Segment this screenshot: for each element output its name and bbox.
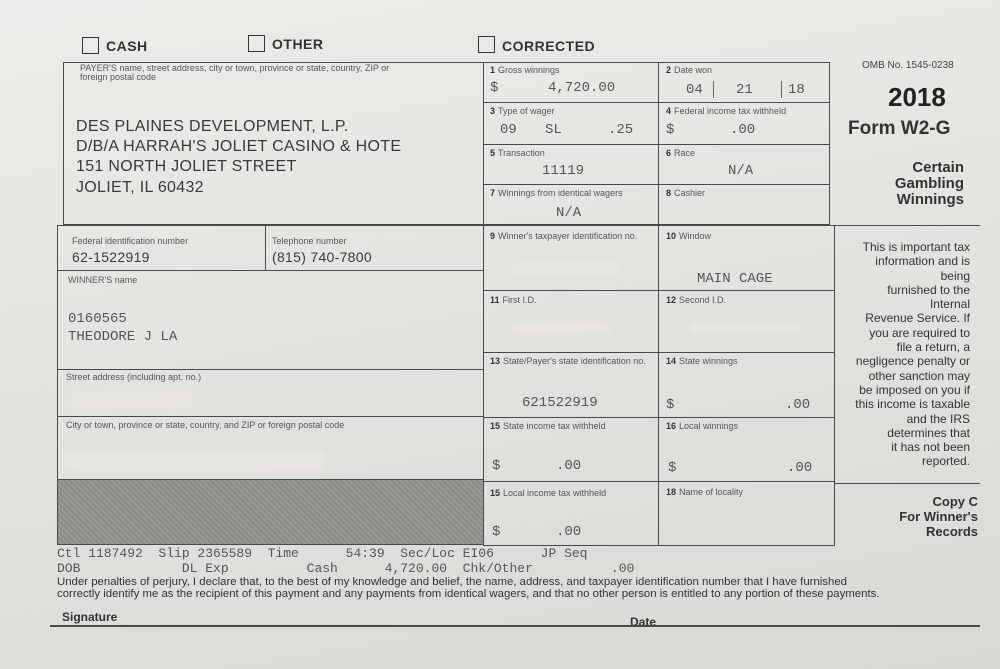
local-winnings-value: .00: [787, 460, 813, 476]
notice-line: furnished to the: [887, 282, 970, 297]
box15-state-dollar: $: [492, 458, 501, 474]
race-value: N/A: [728, 163, 754, 179]
signature-line[interactable]: [50, 625, 980, 627]
notice-line: This is important tax: [862, 240, 970, 254]
box18-number: 18: [666, 487, 677, 497]
box1-dollar: $: [490, 80, 499, 96]
phone-value: (815) 740-7800: [272, 249, 372, 265]
form-title-line: Gambling: [894, 175, 964, 192]
tax-year: 2018: [888, 82, 946, 112]
box11-number: 11: [490, 295, 500, 305]
box2-label: [666, 65, 712, 75]
box5-label-text: Transaction: [498, 148, 545, 158]
payer-city: JOLIET, IL 60432: [76, 179, 204, 196]
box6-label-text: Race: [674, 148, 696, 158]
grid-line: [484, 481, 835, 482]
box4-dollar: $: [666, 122, 675, 138]
box4-label-text: Federal income tax withheld: [674, 106, 787, 116]
box10-label: [666, 231, 711, 241]
box15-local-number: 15: [490, 488, 501, 498]
copy-line: Copy C: [932, 494, 978, 509]
box8-label-text: Cashier: [674, 188, 706, 198]
box12-label-text: Second I.D.: [679, 295, 727, 305]
copy-line: Records: [925, 524, 978, 539]
box16-label: [666, 421, 738, 431]
payer-street: 151 NORTH JOLIET STREET: [76, 158, 297, 175]
redacted-first-id: [510, 322, 610, 334]
box1-label: [490, 65, 560, 75]
box2-number: 2: [666, 65, 672, 75]
payment-line: DOB DL Exp Cash 4,720.00 Chk/Other .00: [57, 561, 635, 576]
payer-dba: D/B/A HARRAH'S JOLIET CASINO & HOTE: [76, 138, 402, 155]
box11-label-text: First I.D.: [502, 295, 537, 305]
right-divider: [830, 225, 980, 226]
box5-label: [490, 148, 545, 158]
date-label: Date: [630, 615, 657, 629]
box4-number: 4: [666, 106, 672, 116]
payer-name: DES PLAINES DEVELOPMENT, L.P.: [76, 118, 349, 135]
cash-checkbox[interactable]: [82, 37, 99, 54]
perjury-statement: [57, 576, 879, 600]
notice-line: and the IRS: [906, 411, 970, 426]
right-divider: [835, 483, 980, 484]
box14-number: 14: [666, 356, 677, 366]
payer-label-line: PAYER'S name, street address, city or town, province or state, country, ZIP or: [80, 63, 390, 73]
identical-wagers-value: N/A: [556, 205, 582, 221]
form-title: [860, 160, 964, 208]
omb-number: OMB No. 1545-0238: [862, 60, 954, 71]
redacted-taxpayer-id: [510, 262, 620, 276]
notice-line: Internal: [929, 297, 970, 312]
perjury-line: Under penalties of perjury, I declare that, to the best of my knowledge and belief, the name, address, and taxpayer identification number that I have furnished: [57, 576, 848, 588]
wager-type-game: SL: [545, 122, 562, 138]
notice-line: determines that: [887, 425, 970, 440]
redacted-city: [64, 452, 324, 472]
box7-number: 7: [490, 188, 496, 198]
box16-number: 16: [666, 421, 677, 431]
box9-number: 9: [490, 231, 496, 241]
window-value: MAIN CAGE: [697, 271, 773, 287]
box5-number: 5: [490, 148, 496, 158]
notice-line: this income is taxable: [855, 397, 970, 412]
notice-line: negligence penalty or: [855, 354, 970, 369]
box3-number: 3: [490, 106, 496, 116]
fed-tax-withheld-value: .00: [730, 122, 756, 138]
box9-label: [490, 231, 637, 241]
box10-label-text: Window: [679, 231, 712, 241]
date-day: 21: [736, 82, 753, 98]
box13-number: 13: [490, 356, 501, 366]
box7-label-text: Winnings from identical wagers: [498, 188, 623, 198]
box14-label-text: State winnings: [679, 356, 738, 366]
copy-designation: [860, 494, 978, 539]
box15-local-dollar: $: [492, 524, 501, 540]
state-id-value: 621522919: [522, 395, 598, 411]
box6-number: 6: [666, 148, 672, 158]
box14-dollar: $: [666, 397, 675, 413]
fed-id-value: 62-1522919: [72, 249, 150, 265]
payer-label-line: foreign postal code: [80, 72, 157, 82]
box15-label-text: State income tax withheld: [503, 421, 606, 431]
grid-line: [484, 102, 830, 103]
wager-type-code: 09: [500, 122, 517, 138]
box13-label: [490, 356, 646, 366]
notice-line: you are required to: [869, 325, 970, 340]
control-line: Ctl 1187492 Slip 2365589 Time 54:39 Sec/Loc EI06 JP Seq: [57, 546, 588, 561]
notice-line: information and is: [875, 254, 970, 269]
box15-local-label-text: Local income tax withheld: [503, 488, 607, 498]
box2-label-text: Date won: [674, 65, 713, 75]
box13-label-text: State/Payer's state identification no.: [503, 356, 646, 366]
box8-label: [666, 188, 705, 198]
state-winnings-value: .00: [785, 397, 811, 413]
transaction-value: 11119: [542, 163, 585, 179]
box15-local-label: [490, 488, 606, 498]
box11-label: [490, 295, 537, 305]
box10-number: 10: [666, 231, 677, 241]
grid-line: [484, 144, 830, 145]
box18-label: [666, 487, 743, 497]
divider: [265, 226, 266, 270]
box16-label-text: Local winnings: [679, 421, 739, 431]
grid-line: [484, 352, 835, 353]
notice-line: Revenue Service. If: [865, 311, 970, 326]
redacted-street: [72, 392, 192, 408]
grid-line: [484, 184, 830, 185]
box14-label: [666, 356, 738, 366]
phone-label: Telephone number: [272, 236, 347, 246]
copy-line: For Winner's: [899, 509, 978, 524]
street-label: Street address (including apt. no.): [66, 372, 202, 382]
box3-label-text: Type of wager: [498, 106, 555, 116]
date-month: 04: [686, 82, 703, 98]
box4-label: [666, 106, 786, 116]
cash-label: CASH: [106, 38, 148, 54]
irs-notice: [840, 240, 970, 469]
perjury-line: correctly identify me as the recipient of this payment and any payments from identical wagers, and that no other person is entitled to any portion of these payments.: [57, 588, 880, 600]
box12-label: [666, 295, 726, 305]
box9-label-text: Winner's taxpayer identification no.: [498, 231, 638, 241]
gross-winnings-value: 4,720.00: [548, 80, 616, 96]
other-checkbox[interactable]: [248, 35, 265, 52]
notice-line: other sanction may: [868, 368, 970, 383]
local-tax-withheld-value: .00: [556, 524, 582, 540]
date-divider: [713, 81, 714, 98]
notice-line: be imposed on you if: [859, 382, 970, 397]
box1-label-text: Gross winnings: [498, 65, 560, 75]
winner-name: THEODORE J LA: [68, 329, 178, 345]
signature-label: Signature: [62, 610, 118, 624]
form-name: Form W2-G: [848, 118, 951, 139]
notice-line: reported.: [921, 454, 970, 469]
state-tax-withheld-value: .00: [556, 458, 582, 474]
fed-id-label: Federal identification number: [72, 236, 189, 246]
redacted-second-id: [690, 322, 800, 334]
corrected-label: CORRECTED: [502, 38, 596, 54]
notice-line: file a return, a: [896, 340, 970, 355]
box12-number: 12: [666, 295, 677, 305]
winner-id: 0160565: [68, 311, 127, 327]
city-label: City or town, province or state, country, and ZIP or foreign postal code: [66, 420, 345, 430]
box15-state-label: [490, 421, 606, 431]
other-label: OTHER: [272, 36, 324, 52]
date-divider: [781, 81, 782, 98]
date-year: 18: [788, 82, 805, 98]
box16-dollar: $: [668, 460, 677, 476]
box1-number: 1: [490, 65, 496, 75]
winner-name-label: WINNER'S name: [68, 275, 138, 285]
box15-number: 15: [490, 421, 501, 431]
corrected-checkbox[interactable]: [478, 36, 495, 53]
payer-label: [80, 64, 389, 82]
form-title-line: Winnings: [896, 191, 964, 208]
shaded-box: [57, 479, 484, 545]
wager-amount: .25: [608, 122, 634, 138]
grid-line: [484, 290, 835, 291]
box3-label: [490, 106, 555, 116]
box6-label: [666, 148, 695, 158]
notice-line: being: [940, 268, 970, 283]
form-title-line: Certain: [912, 159, 964, 176]
grid-line: [484, 417, 835, 418]
box7-label: [490, 188, 623, 198]
box18-label-text: Name of locality: [679, 487, 744, 497]
notice-line: it has not been: [891, 440, 970, 455]
box8-number: 8: [666, 188, 672, 198]
